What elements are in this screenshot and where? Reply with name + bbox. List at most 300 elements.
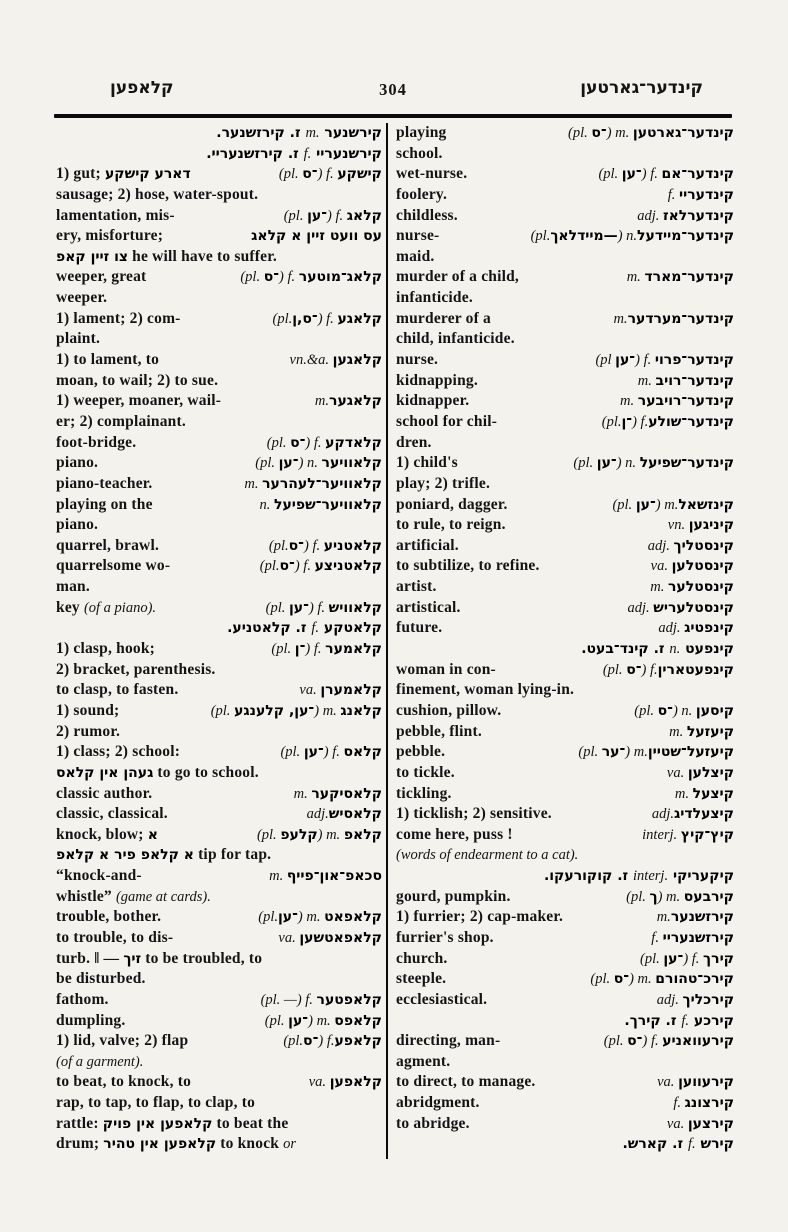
entry-definition <box>396 845 578 866</box>
grammar-abbreviation: (pl. <box>283 1033 304 1050</box>
entry-headword-group <box>657 907 734 928</box>
grammar-abbreviation: (pl. —) f. <box>260 991 317 1008</box>
entry-definition <box>56 371 218 392</box>
yiddish-text: קירזשנעריי <box>662 929 734 946</box>
yiddish-text: קלאוויער <box>321 455 382 472</box>
grammar-abbreviation: adj. <box>647 537 674 554</box>
entry-definition <box>56 804 168 825</box>
english-gloss: woman in con- <box>396 660 500 678</box>
entry-definition <box>396 309 491 330</box>
entry-definition <box>56 1072 195 1093</box>
yiddish-text: קלאפס <box>334 1012 382 1029</box>
entry-definition <box>56 1093 255 1114</box>
header-rule <box>54 114 732 118</box>
english-gloss: to tickle. <box>396 763 455 781</box>
yiddish-text: ־ען <box>307 207 328 224</box>
yiddish-text: עס וועט זיין א קלאג <box>251 228 382 245</box>
entry-headword-group <box>667 763 734 784</box>
entry-definition <box>56 412 186 433</box>
entry-definition <box>396 329 515 350</box>
entry-definition <box>396 969 446 990</box>
entry-definition <box>396 515 506 536</box>
english-gloss: dumpling. <box>56 1011 126 1029</box>
entry-definition <box>396 1093 480 1114</box>
entry-definition <box>56 329 100 350</box>
entry-definition <box>56 206 175 227</box>
dictionary-entry-line <box>56 495 382 516</box>
grammar-abbreviation: m. <box>669 723 687 740</box>
dictionary-entry-line <box>56 969 382 990</box>
entry-definition <box>56 784 152 805</box>
dictionary-entry-line <box>396 123 734 144</box>
entry-definition <box>56 433 136 454</box>
grammar-abbreviation: (of a garment). <box>56 1053 144 1070</box>
yiddish-text: ־ען <box>663 950 684 967</box>
english-gloss: furrier's shop. <box>396 928 494 946</box>
grammar-abbreviation: m. <box>269 868 287 885</box>
grammar-abbreviation: (pl. <box>578 744 602 761</box>
yiddish-text: קירצען <box>687 1115 734 1132</box>
entry-definition <box>56 763 259 784</box>
entry-definition <box>56 288 107 309</box>
entry-headword-group <box>590 969 734 990</box>
english-gloss: ecclesiastical. <box>396 990 488 1008</box>
entry-headword-group <box>290 350 382 371</box>
yiddish-text: קינדער־גארטען <box>632 125 734 141</box>
entry-headword-group <box>620 391 734 412</box>
english-gloss: foolery. <box>396 185 448 203</box>
grammar-abbreviation: va. <box>650 558 672 575</box>
grammar-abbreviation: ) f. <box>635 352 655 369</box>
english-gloss: to knock <box>216 1135 284 1153</box>
dictionary-entry-line <box>396 350 734 371</box>
entry-definition <box>56 928 177 949</box>
entry-headword-group <box>667 1114 734 1135</box>
yiddish-text: ־ס <box>288 537 304 554</box>
entry-headword-group <box>267 433 382 454</box>
yiddish-text: קירעווען <box>678 1074 734 1091</box>
grammar-abbreviation: m. <box>674 785 693 802</box>
grammar-abbreviation: (pl. <box>240 269 264 286</box>
dictionary-entry-line <box>56 1052 382 1073</box>
yiddish-text: ז. קירזשנער. <box>216 125 306 141</box>
grammar-abbreviation: ) f. <box>317 310 338 327</box>
grammar-abbreviation: (pl. <box>626 888 650 905</box>
yiddish-text: קלאגער <box>329 393 382 410</box>
grammar-abbreviation: ) n. <box>617 228 638 245</box>
entry-headword-group <box>273 309 382 330</box>
yiddish-text: ־ס <box>302 166 318 183</box>
entry-definition <box>396 928 494 949</box>
entry-definition <box>396 350 438 371</box>
entry-headword-group <box>651 556 734 577</box>
grammar-abbreviation: ) f. <box>683 950 704 967</box>
yiddish-text: ־ן <box>621 413 633 430</box>
entry-definition <box>56 495 157 516</box>
english-gloss: to direct, to manage. <box>396 1073 536 1091</box>
grammar-abbreviation: vn. <box>667 517 689 534</box>
entry-headword-group <box>265 1011 382 1032</box>
running-head-right-word: קינדער־גארטען <box>580 78 703 98</box>
english-gloss: he will have to suffer. <box>128 247 277 265</box>
dictionary-entry-line <box>56 433 382 454</box>
yiddish-text: קיץ־קיץ <box>680 826 734 843</box>
entry-definition <box>396 267 523 288</box>
yiddish-text: א <box>147 826 158 843</box>
entry-headword-group <box>211 701 382 722</box>
grammar-abbreviation: ) n. <box>298 455 322 472</box>
english-gloss: finement, woman lying-in. <box>396 681 575 699</box>
grammar-abbreviation: va. <box>308 1074 330 1091</box>
dictionary-entry-line <box>396 433 734 454</box>
grammar-abbreviation: (words of endearment to a cat). <box>396 847 579 864</box>
yiddish-text: קירזשנער <box>670 909 734 926</box>
grammar-abbreviation: ) m. <box>657 888 684 905</box>
entry-headword-group <box>673 1093 734 1114</box>
yiddish-text: קלאג <box>346 207 382 224</box>
grammar-abbreviation: ) m. <box>655 496 679 513</box>
entry-definition <box>396 495 512 516</box>
entry-definition <box>56 990 109 1011</box>
grammar-abbreviation: ) f. <box>323 744 344 761</box>
grammar-abbreviation: f. <box>667 186 679 203</box>
grammar-abbreviation: m. <box>656 909 671 926</box>
english-gloss: wet-nurse. <box>396 165 468 183</box>
yiddish-text: ־ס,ן <box>292 310 318 327</box>
yiddish-text: קלאפטער <box>316 991 382 1008</box>
yiddish-text: קלאטקע <box>319 620 382 637</box>
yiddish-text: קלאפען אין טהיר <box>103 1136 217 1153</box>
entry-definition <box>396 804 556 825</box>
english-gloss: to be troubled, to <box>141 949 263 967</box>
cross-reference <box>581 639 734 660</box>
dictionary-entry-line <box>396 866 734 887</box>
yiddish-text: קלאטניע <box>323 537 382 554</box>
entry-definition <box>56 825 158 846</box>
dictionary-entry-line <box>56 639 382 660</box>
yiddish-text: קינסטלען <box>671 558 734 575</box>
dictionary-entry-line <box>396 1011 734 1032</box>
grammar-abbreviation: (pl. <box>266 434 291 451</box>
yiddish-text: קלאס <box>343 744 382 761</box>
yiddish-text: קלאג־מוטער <box>298 269 382 286</box>
dictionary-entry-line <box>56 1072 382 1093</box>
grammar-abbreviation: m. <box>650 579 668 596</box>
dictionary-entry-line <box>56 701 382 722</box>
grammar-abbreviation: f. <box>673 1095 685 1112</box>
english-gloss: church. <box>396 949 448 967</box>
english-gloss: abridgment. <box>396 1094 480 1112</box>
entry-headword-group <box>627 267 734 288</box>
dictionary-entry-line <box>56 784 382 805</box>
grammar-abbreviation: ) f. <box>294 558 315 575</box>
english-gloss: to subtilize, to refine. <box>396 557 544 575</box>
dictionary-entry-line <box>56 1134 382 1155</box>
yiddish-text: א קלאפ פיר א קלאפ <box>56 847 194 864</box>
entry-definition <box>56 536 159 557</box>
entry-definition <box>56 556 174 577</box>
dictionary-entry-line <box>56 845 382 866</box>
entry-definition <box>56 1052 143 1073</box>
english-gloss: rattle: <box>56 1114 103 1132</box>
entry-definition <box>56 722 120 743</box>
grammar-abbreviation: m. <box>244 475 263 492</box>
entry-headword-group <box>669 722 734 743</box>
dictionary-entry-line <box>396 226 734 247</box>
yiddish-text: קינסטליך <box>673 537 734 554</box>
grammar-abbreviation: ) n. <box>672 702 696 719</box>
english-gloss: turb. ‖ — <box>56 949 124 967</box>
cross-reference <box>622 1134 734 1155</box>
dictionary-entry-line <box>396 329 734 350</box>
dictionary-entry-line <box>396 660 734 681</box>
grammar-abbreviation: (pl. <box>634 702 658 719</box>
english-gloss: to go to school. <box>153 763 259 781</box>
dictionary-entry-line <box>396 391 734 412</box>
english-gloss: sausage; 2) hose, water-spout. <box>56 185 259 203</box>
yiddish-text: קלאסיקער <box>311 785 382 802</box>
entry-headword-group <box>595 350 734 371</box>
dictionary-entry-line <box>396 701 734 722</box>
grammar-abbreviation: (pl. <box>258 909 278 926</box>
grammar-abbreviation: adj. <box>651 806 675 823</box>
entry-headword-group <box>568 123 734 144</box>
entry-headword-group <box>573 453 734 474</box>
english-gloss: moan, to wail; 2) to sue. <box>56 371 219 389</box>
entry-definition <box>396 371 478 392</box>
entry-headword-group <box>266 598 382 619</box>
entry-definition <box>56 164 191 185</box>
yiddish-text: קינפעט <box>680 641 734 658</box>
grammar-abbreviation: (pl. <box>210 702 235 719</box>
grammar-abbreviation: interj. <box>642 826 681 843</box>
entry-definition <box>56 866 142 887</box>
grammar-abbreviation: (pl. <box>590 971 614 988</box>
yiddish-text: קינדעריי <box>678 186 734 203</box>
english-gloss: fathom. <box>56 990 109 1008</box>
yiddish-text: ־ער <box>601 744 626 761</box>
dictionary-entry-line <box>56 598 382 619</box>
entry-definition <box>56 515 98 536</box>
english-gloss: come here, puss ! <box>396 825 517 843</box>
english-gloss: tip for tap. <box>194 846 272 864</box>
entry-headword-group <box>251 226 382 247</box>
yiddish-text: קיסען <box>695 702 734 719</box>
entry-headword-group <box>642 825 734 846</box>
entry-headword-group <box>283 1031 382 1052</box>
dictionary-entry-line <box>56 144 382 165</box>
english-gloss: poniard, dagger. <box>396 495 512 513</box>
entry-headword-group <box>278 928 382 949</box>
dictionary-entry-line <box>56 371 382 392</box>
entry-definition <box>56 474 153 495</box>
entry-definition <box>56 350 163 371</box>
entry-headword-group <box>640 949 734 970</box>
english-gloss: infanticide. <box>396 289 473 307</box>
grammar-abbreviation: (pl. <box>603 1033 628 1050</box>
grammar-abbreviation: ) f. <box>318 1033 335 1050</box>
english-gloss: to clasp, to fasten. <box>56 681 179 699</box>
entry-definition <box>396 680 574 701</box>
grammar-abbreviation: m. <box>637 372 656 389</box>
dictionary-entry-line <box>396 1134 734 1155</box>
english-gloss: school. <box>396 144 443 162</box>
entry-headword-group <box>261 990 382 1011</box>
yiddish-text: קלאסיש <box>328 806 382 823</box>
entry-headword-group <box>578 742 734 763</box>
grammar-abbreviation: n. <box>259 496 274 513</box>
english-gloss: plaint. <box>56 330 101 348</box>
entry-definition <box>56 247 277 268</box>
yiddish-text: ־ס <box>303 1033 319 1050</box>
entry-headword-group <box>279 164 382 185</box>
entry-headword-group <box>309 1072 382 1093</box>
dictionary-entry-line <box>56 825 382 846</box>
dictionary-entry-line <box>396 144 734 165</box>
dictionary-entry-line <box>56 866 382 887</box>
dictionary-entry-line <box>56 763 382 784</box>
entry-headword-group <box>269 536 382 557</box>
grammar-abbreviation: m. <box>620 393 638 410</box>
yiddish-text: קינפטיג <box>684 620 734 637</box>
yiddish-text: קלאמערן <box>320 682 382 699</box>
grammar-abbreviation: m. <box>314 393 330 410</box>
entry-definition <box>396 742 445 763</box>
entry-definition <box>56 577 90 598</box>
grammar-abbreviation: va. <box>666 764 688 781</box>
yiddish-text: —מיידלאך <box>550 228 618 245</box>
entry-definition <box>56 680 178 701</box>
yiddish-text: ־ס <box>263 269 280 286</box>
english-gloss: 1) to lament, to <box>56 351 164 369</box>
yiddish-text: קלאגע <box>337 310 382 327</box>
yiddish-text: קירש <box>695 1136 734 1153</box>
entry-headword-group <box>634 701 734 722</box>
dictionary-entry-line <box>56 536 382 557</box>
yiddish-text: קינדער־שולע <box>648 413 734 430</box>
dictionary-entry-line <box>396 288 734 309</box>
grammar-abbreviation: (pl. <box>278 166 303 183</box>
english-gloss: 1) clasp, hook; <box>56 640 156 658</box>
english-gloss: childless. <box>396 206 458 224</box>
entry-headword-group <box>657 990 734 1011</box>
entry-definition <box>56 949 262 970</box>
dictionary-entry-line <box>56 164 382 185</box>
english-gloss: kidnapper. <box>396 392 470 410</box>
entry-headword-group <box>652 804 734 825</box>
grammar-abbreviation: (pl. <box>612 496 636 513</box>
grammar-abbreviation: ) f. <box>305 641 326 658</box>
column-divider <box>386 123 388 1159</box>
left-column <box>56 123 382 1159</box>
grammar-abbreviation: m. <box>613 310 628 327</box>
cross-reference <box>544 866 734 887</box>
dictionary-entry-line <box>56 309 382 330</box>
yiddish-text: קינסטלעריש <box>653 599 734 616</box>
english-gloss: 1) child's <box>396 454 462 472</box>
dictionary-entry-line <box>396 309 734 330</box>
entry-definition <box>56 1011 125 1032</box>
english-gloss: “knock-and- <box>56 867 142 885</box>
english-gloss: rap, to tap, to flap, to clap, to <box>56 1094 256 1112</box>
grammar-abbreviation: (pl. <box>255 455 279 472</box>
entry-headword-group <box>627 598 734 619</box>
yiddish-text: קלאפ <box>343 826 382 843</box>
yiddish-text: קירצונג <box>684 1095 734 1112</box>
dictionary-entry-line <box>396 949 734 970</box>
dictionary-entry-line <box>56 556 382 577</box>
entry-headword-group <box>638 371 734 392</box>
entry-definition <box>396 784 452 805</box>
entry-headword-group <box>271 639 382 660</box>
yiddish-text: קירעוואניע <box>662 1033 734 1050</box>
yiddish-text: ־ס <box>627 1033 643 1050</box>
entry-headword-group <box>240 267 382 288</box>
yiddish-text: קיצעלדיג <box>674 806 734 823</box>
english-gloss: playing on the <box>56 495 157 513</box>
entry-definition <box>56 1031 192 1052</box>
yiddish-text: קלאפען אין פויק <box>102 1115 213 1132</box>
dictionary-entry-line <box>396 907 734 928</box>
entry-headword-group <box>648 536 734 557</box>
grammar-abbreviation: (pl. <box>256 826 281 843</box>
dictionary-entry-line <box>396 206 734 227</box>
grammar-abbreviation: va. <box>657 1074 679 1091</box>
grammar-abbreviation: ) f. <box>327 207 347 224</box>
yiddish-text: קינדער־מערדער <box>627 310 734 327</box>
yiddish-text: קלעפ <box>280 826 318 843</box>
yiddish-text: ־ען <box>288 599 309 616</box>
english-gloss: piano. <box>56 516 99 534</box>
dictionary-entry-line <box>396 185 734 206</box>
grammar-abbreviation: ) f. <box>279 269 299 286</box>
entry-headword-group <box>651 928 734 949</box>
grammar-abbreviation: ) m. <box>606 125 633 141</box>
english-gloss: gourd, pumpkin. <box>396 887 515 905</box>
english-gloss: 1) gut; <box>56 165 105 183</box>
grammar-abbreviation: adj. <box>637 207 663 224</box>
entry-headword-group <box>255 453 382 474</box>
yiddish-text: ־ען, קלענגע <box>234 702 315 719</box>
dictionary-entry-line <box>396 1093 734 1114</box>
english-gloss: key <box>56 598 84 616</box>
grammar-abbreviation: ) f. <box>303 537 324 554</box>
cross-reference <box>216 123 382 144</box>
yiddish-text: ז. קלאטניע. <box>227 620 312 637</box>
entry-definition <box>396 412 501 433</box>
yiddish-text: קלאפע <box>334 1033 382 1050</box>
dictionary-entry-line <box>56 618 382 639</box>
dictionary-entry-line <box>396 784 734 805</box>
english-gloss: 2) rumor. <box>56 722 121 740</box>
yiddish-text: ־ן <box>294 641 306 658</box>
dictionary-entry-line <box>56 412 382 433</box>
dictionary-entry-line <box>56 680 382 701</box>
yiddish-text: קיצלען <box>687 764 734 781</box>
entry-definition <box>56 185 258 206</box>
english-gloss: foot-bridge. <box>56 433 137 451</box>
cross-reference <box>206 144 382 165</box>
entry-definition <box>396 1052 450 1073</box>
yiddish-text: ־ס <box>626 661 642 678</box>
dictionary-entry-line <box>56 907 382 928</box>
yiddish-text: ז. קירך. <box>624 1012 682 1029</box>
entry-definition <box>56 391 225 412</box>
yiddish-text: קינזשאל <box>678 496 734 513</box>
english-gloss: playing <box>396 124 447 141</box>
yiddish-text: קינדער־אם <box>661 166 734 183</box>
dictionary-entry-line <box>56 887 382 908</box>
